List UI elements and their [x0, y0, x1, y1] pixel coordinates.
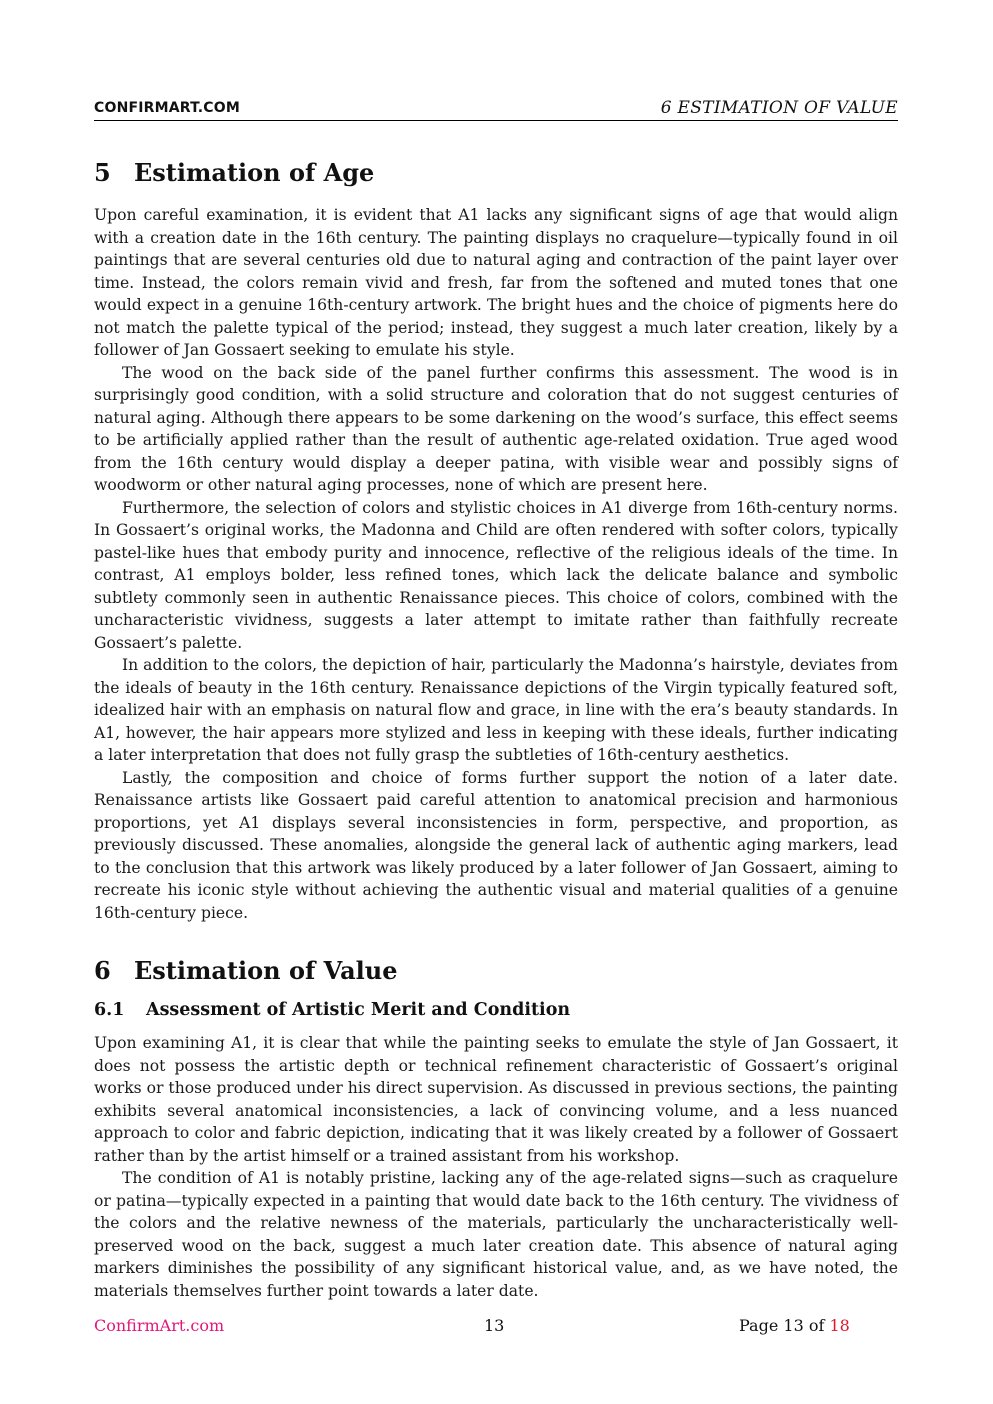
site-logo: CONFIRMART.COM [94, 100, 241, 116]
section-title: Estimation of Value [134, 956, 398, 985]
subsection-title: Assessment of Artistic Merit and Condition [146, 1000, 571, 1020]
total-pages-link[interactable]: 18 [829, 1316, 850, 1335]
page-count [739, 1316, 850, 1335]
section-number: 5 [94, 158, 111, 187]
section-number: 6 [94, 956, 111, 985]
section-heading-value [94, 954, 898, 988]
paragraph: The wood on the back side of the panel further confirms this assessment. The wood is in surprisingly good condition, with a solid structure and coloration that do not suggest centuries of natural aging. Although there appears to be some darkening on the wood’s surface, this effect seems to be artificially applied rather than the result of authentic age-related oxidation. True aged wood from the 16th century would display a deeper patina, with visible wear and possibly signs of woodworm or other natural aging processes, none of which are present here. [94, 363, 898, 494]
paragraph: The condition of A1 is notably pristine, lacking any of the age-related signs—such as craquelure or patina—typically expected in a painting that would date back to the 16th century. The vividness of the colors and the relative newness of the materials, particularly the uncharacteristically well-preserved wood on the back, suggest a much later creation date. This absence of natural aging markers diminishes the possibility of any significant historical value, and, as we have noted, the materials themselves further point towards a later date. [94, 1169, 898, 1300]
running-title: 6 ESTIMATION OF VALUE [660, 98, 898, 118]
paragraph: In addition to the colors, the depiction of hair, particularly the Madonna’s hairstyle, deviates from the ideals of beauty in the 16th century. Renaissance depictions of the Virgin typically featured soft, idealized hair with an emphasis on natural flow and grace, in line with the era’s beauty standards. In A1, however, the hair appears more stylized and less in keeping with these ideals, further indicating a later interpretation that does not fully grasp the subtleties of 16th-century aesthetics. [94, 656, 899, 764]
page-number: 13 [484, 1316, 505, 1335]
section-title: Estimation of Age [134, 158, 375, 187]
footer-site-link[interactable]: ConfirmArt.com [94, 1316, 225, 1335]
paragraph: Upon examining A1, it is clear that while the painting seeks to emulate the style of Jan Gossaert, it does not possess the artistic depth or technical refinement characteristic of Gossaert’s original works or those produced under his direct supervision. As discussed in previous sections, the painting exhibits several anatomical inconsistencies, a lack of convincing volume, and a less nuanced approach to color and fabric depiction, indicating that it was likely created by a follower of Gossaert rather than by the artist himself or a trained assistant from his workshop. [94, 1034, 898, 1165]
section-heading-age [94, 156, 898, 190]
page-content [94, 156, 898, 1302]
subsection-heading [94, 997, 898, 1023]
paragraph: Upon careful examination, it is evident that A1 lacks any significant signs of age that would align with a creation date in the 16th century. The painting displays no craquelure—typically found in oil paintings that are several centuries old due to natural aging and contraction of the paint layer over time. Instead, the colors remain vivid and fresh, far from the softened and muted tones that one would expect in a genuine 16th-century artwork. The bright hues and the choice of pigments here do not match the palette typical of the period; instead, they suggest a much later creation, likely by a follower of Jan Gossaert seeking to emulate his style. [94, 206, 898, 359]
subsection-number: 6.1 [94, 1000, 125, 1020]
paragraph: Furthermore, the selection of colors and stylistic choices in A1 diverge from 16th-century norms. In Gossaert’s original works, the Madonna and Child are often rendered with softer colors, typically pastel-like hues that embody purity and innocence, reflective of the religious ideals of the time. In contrast, A1 employs bolder, less refined tones, which lack the delicate balance and symbolic subtlety commonly seen in authentic Renaissance pieces. This choice of colors, combined with the uncharacteristic vividness, suggests a later attempt to imitate rather than faithfully recreate Gossaert’s palette. [94, 498, 898, 652]
page-footer [94, 1316, 898, 1338]
page-count-prefix: Page 13 of [739, 1316, 830, 1335]
paragraph: Lastly, the composition and choice of forms further support the notion of a later date. Renaissance artists like Gossaert paid careful attention to anatomical precision and harmonious proportions, yet A1 displays several inconsistencies in form, perspective, and proportion, as previously discussed. These anomalies, alongside the general lack of authentic aging markers, lead to the conclusion that this artwork was likely produced by a later follower of Jan Gossaert, aiming to recreate his iconic style without achieving the authentic visual and material qualities of a genuine 16th-century piece. [94, 768, 898, 922]
page-header [94, 98, 898, 121]
